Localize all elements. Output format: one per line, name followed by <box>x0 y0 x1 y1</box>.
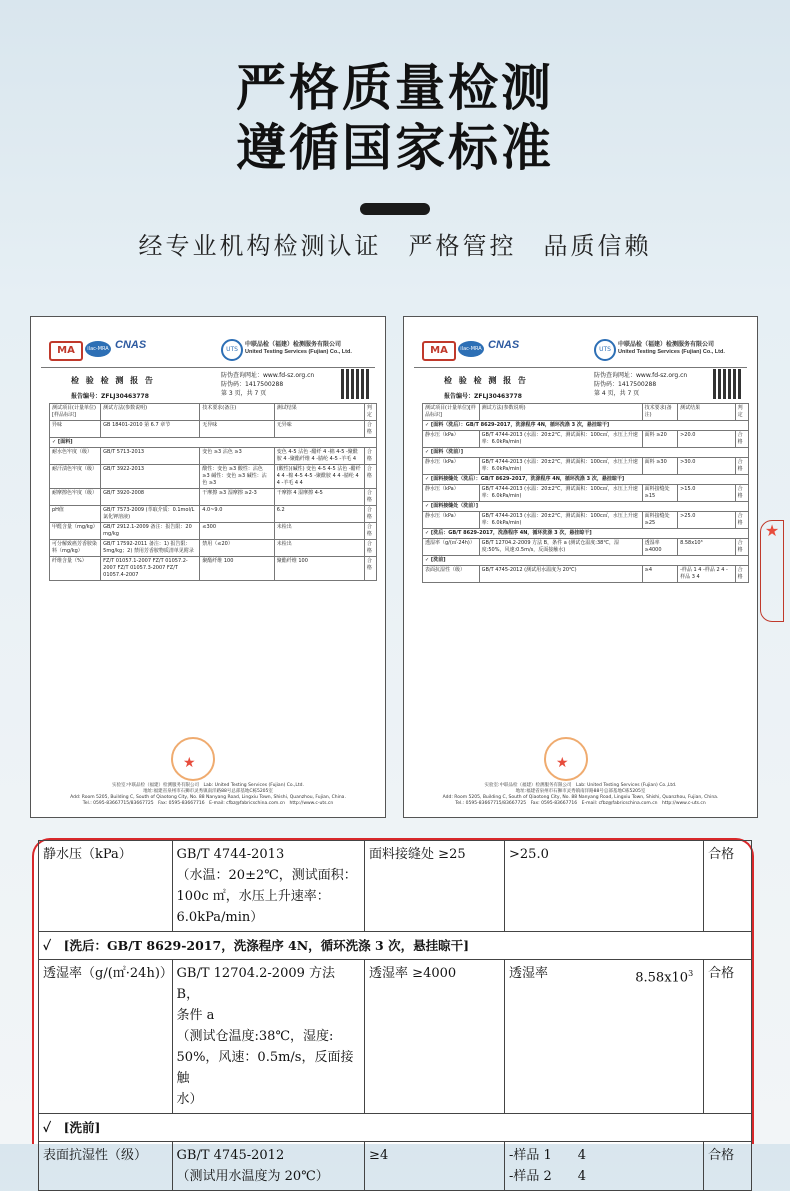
table-cell: >15.0 <box>678 485 735 502</box>
table-cell: 纤维含量（%） <box>50 557 101 581</box>
table-cell: 变色 ≥3 沾色 ≥3 <box>200 448 274 465</box>
table-row <box>423 539 749 556</box>
table-cell: 合格 <box>735 431 748 448</box>
table-cell: 合格 <box>364 448 376 465</box>
uts-logo: UTS <box>221 339 243 361</box>
report-header <box>414 327 747 368</box>
ma-logo: MA <box>49 341 83 361</box>
org-name-cn: 中联品检（福建）检测服务有限公司 <box>245 341 342 348</box>
table-cell: 合格 <box>364 506 376 523</box>
table-cell: 可分解致癌芳香胺染料（mg/kg） <box>50 540 101 557</box>
table-header-row <box>423 404 749 421</box>
zoomed-detail <box>32 838 754 1184</box>
table-cell: 干摩擦 4 湿摩擦 4-5 <box>274 489 364 506</box>
footer-line: 实验室:中联品检（福建）检测服务有限公司 Lab: United Testing Services (Fujian) Co.,Ltd. <box>112 783 304 788</box>
table-cell: 干摩擦 ≥3 湿摩擦 ≥2-3 <box>200 489 274 506</box>
table-cell: >30.0 <box>678 458 735 475</box>
table-cell: 8.58x10³ <box>678 539 735 556</box>
table-cell: GB/T 12704.2-2009 方法 B，条件 a (测试仓温度:38℃，湿度:50%，风速:0.5m/s，反面接触水) <box>479 539 642 556</box>
uts-logo: UTS <box>594 339 616 361</box>
footer-line: 地址:福建省泉州市石狮市灵秀镇南洋路88号总部基地C栋5205室 <box>515 789 646 794</box>
anti-fake-code: 防伪码：1417500288 <box>594 381 657 388</box>
hero-title-line1: 严格质量检测 <box>236 59 554 117</box>
column-header: 判定 <box>735 404 748 421</box>
table-cell: GB/T 17592-2011 备注：1) 报告限：5mg/kg；2) 禁用芳香胺物质清单见附录 <box>101 540 200 557</box>
column-header: 测试结果 <box>274 404 364 421</box>
table-cell: 面料接缝处 ≥15 <box>642 485 677 502</box>
table-row <box>50 465 377 489</box>
table-row <box>50 523 377 540</box>
sample-result: -样品 2 4 <box>509 1169 587 1184</box>
table-cell: 酸性：变色 ≥3 酸性：沾色 ≥3 碱性：变色 ≥3 碱性：沾色 ≥3 <box>200 465 274 489</box>
footer-line: Tel.: 0595-83667715/83667725 Fax: 0595-83667716 E-mail: cfbz@fabricschina.com.cn http://www.c-uts.cn <box>455 801 706 806</box>
table-cell: GB/T 4744-2013 (水温：20±2℃，测试面积：100c㎡，水压上升速率：6.0kPa/min) <box>479 431 642 448</box>
table-cell: GB/T 4744-2013 (水温：20±2℃，测试面积：100c㎡，水压上升速率：6.0kPa/min) <box>479 485 642 502</box>
method-note: 条件 a <box>176 1008 215 1023</box>
method-note: 水） <box>176 1092 203 1107</box>
column-header: 测试项目(计量单位)[样品标识] <box>50 404 101 421</box>
table-row <box>423 485 749 502</box>
table-cell: -样品 1 4 -样品 2 4 -样品 3 4 <box>678 566 735 583</box>
method-text: GB/T 12704.2-2009 方法 B， <box>176 966 336 1002</box>
column-header: 技术要求(备注) <box>200 404 274 421</box>
table-cell: 合格 <box>364 540 376 557</box>
report-info <box>221 371 314 398</box>
requirement-cell: 透湿率 ≥4000 <box>365 960 505 1114</box>
section-row <box>39 932 752 960</box>
table-row <box>50 506 377 523</box>
method-note: 50%，风速：0.5m/s，反面接触 <box>176 1050 354 1086</box>
verdict-cell: 合格 <box>704 960 752 1114</box>
section-header: ✓ [面料接缝处（洗前）] <box>423 502 749 512</box>
qr-code-icon <box>341 369 371 399</box>
test-report-left <box>30 316 386 818</box>
page-number: 第 3 页，共 7 页 <box>221 390 267 397</box>
table-cell: 合格 <box>364 557 376 581</box>
verdict-cell: 合格 <box>704 841 752 932</box>
table-row <box>423 475 749 485</box>
column-header: 测试结果 <box>678 404 735 421</box>
table-cell: 静水压（kPa） <box>423 485 480 502</box>
table-cell: 合格 <box>735 485 748 502</box>
section-header: ✓ [洗后：GB/T 8629-2017，洗涤程序 4N，循环洗涤 3 次，悬挂晾干] <box>423 529 749 539</box>
section-header: ✓ [洗后：GB/T 8629-2017，洗涤程序 4N，循环洗涤 3 次，悬挂晾干] <box>39 932 752 960</box>
table-cell: 4.0~9.0 <box>200 506 274 523</box>
table-row <box>423 448 749 458</box>
table-cell: GB/T 4744-2013 (水温：20±2℃，测试面积：100c㎡，水压上升速率：6.0kPa/min) <box>479 458 642 475</box>
table-cell: 无异味 <box>274 421 364 438</box>
table-cell: 透湿率 ≥4000 <box>642 539 677 556</box>
footer-line: 实验室:中联品检（福建）检测服务有限公司 Lab: United Testing Services (Fujian) Co.,Ltd. <box>484 783 677 788</box>
method-note: （测试用水温度为 20℃） <box>176 1169 329 1184</box>
table-row <box>39 1142 752 1191</box>
table-row <box>39 960 752 1114</box>
method-cell <box>172 1142 365 1191</box>
table-cell: ≤300 <box>200 523 274 540</box>
qr-code-icon <box>713 369 743 399</box>
star-icon: ★ <box>764 521 780 540</box>
table-cell: 面料 ≥20 <box>642 431 677 448</box>
report-footer <box>31 783 385 807</box>
table-cell: 合格 <box>735 539 748 556</box>
table-row <box>423 529 749 539</box>
report-title: 检 验 检 测 报 告 <box>71 376 155 385</box>
table-cell: 禁用（≤20） <box>200 540 274 557</box>
table-cell: FZ/T 01057.1-2007 FZ/T 01057.2-2007 FZ/T 01057.3-2007 FZ/T 01057.4-2007 <box>101 557 200 581</box>
column-header: 测试方法(参数说明) <box>101 404 200 421</box>
report-footer <box>404 783 757 807</box>
hero-title-line2: 遵循国家标准 <box>236 119 554 177</box>
table-cell: 未检出 <box>274 523 364 540</box>
method-note: 6.0kPa/min） <box>176 910 264 925</box>
table-cell: GB/T 5713-2013 <box>101 448 200 465</box>
next-page-peek <box>760 520 784 622</box>
section-header: ✓ [面料（洗前）] <box>423 448 749 458</box>
table-cell: ≥4 <box>642 566 677 583</box>
table-cell: 合格 <box>735 458 748 475</box>
zoomed-results-table <box>38 840 752 1191</box>
table-row <box>423 556 749 566</box>
item-cell: 表面抗湿性（级） <box>39 1142 173 1191</box>
org-name-en: United Testing Services (Fujian) Co., Ltd. <box>245 349 352 355</box>
table-cell: 静水压（kPa） <box>423 512 480 529</box>
table-cell: (酸性)(碱性) 变色 4-5 4-5 沾色 -醋纤 4 4 -棉 4-5 4-5 -聚酰胺 4 4 -腈纶 4 4 -羊毛 4 4 <box>274 465 364 489</box>
result-value <box>635 963 699 988</box>
query-site: 防伪查询网址：www.fd-sz.org.cn <box>221 372 315 379</box>
table-cell: 6.2 <box>274 506 364 523</box>
report-title: 检 验 检 测 报 告 <box>444 376 528 385</box>
sample-result: -样品 1 4 <box>509 1148 587 1163</box>
hero-subtitle: 经专业机构检测认证 严格管控 品质信赖 <box>138 232 652 260</box>
section-header: ✓ [面料接缝处（洗后）：GB/T 8629-2017，洗涤程序 4N，循环洗涤 3 次，悬挂晾干] <box>423 475 749 485</box>
table-cell: >20.0 <box>678 431 735 448</box>
section-header: ✓ [面料（洗后）：GB/T 8629-2017，洗涤程序 4N，循环洗涤 3 次，悬挂晾干] <box>423 421 749 431</box>
table-row <box>50 540 377 557</box>
column-header: 测试方法(参数说明) <box>479 404 642 421</box>
org-name-cn: 中联品检（福建）检测服务有限公司 <box>618 341 715 348</box>
table-row <box>423 421 749 431</box>
table-cell: 聚酯纤维 100 <box>200 557 274 581</box>
requirement-cell: 面料接缝处 ≥25 <box>365 841 505 932</box>
table-row <box>50 438 377 448</box>
item-cell: 静水压（kPa） <box>39 841 173 932</box>
footer-line: Add: Room 5205, Building C, South of Qiaotong City, No. 88 Nanyang Road, Lingxiu Town, Shishi, Quanzhou, Fujian, China. <box>70 795 346 800</box>
table-row <box>50 489 377 506</box>
column-header: 技术要求(备注) <box>642 404 677 421</box>
section-header: ✓ [面料] <box>50 438 377 448</box>
table-cell: 变色 4-5 沾色 -醋纤 4 -棉 4-5 -聚酰胺 4 -聚酯纤维 4 -腈纶 4-5 -羊毛 4 <box>274 448 364 465</box>
table-cell: GB/T 7573-2009 (萃取介质：0.1mol/L 氯化钾溶液) <box>101 506 200 523</box>
results-table-right <box>422 403 749 583</box>
table-cell: 耐汗渍色牢度（级） <box>50 465 101 489</box>
footer-line: Tel.: 0595-83667715/83667725 Fax: 0595-83667716 E-mail: cfbz@fabricschina.com.cn http://www.c-uts.cn <box>82 801 334 806</box>
result-exponent: 3 <box>688 969 694 978</box>
page-number: 第 4 页，共 7 页 <box>594 390 640 397</box>
method-note: 100c ㎡，水压上升速率： <box>176 889 330 904</box>
table-row <box>423 512 749 529</box>
table-cell: 合格 <box>364 523 376 540</box>
result-cell <box>505 960 704 1114</box>
column-header: 判定 <box>364 404 376 421</box>
column-header: 测试项目(计量单位)[样品标识] <box>423 404 480 421</box>
table-cell: 异味 <box>50 421 101 438</box>
section-header: ✓ [洗前] <box>39 1114 752 1142</box>
table-cell: GB/T 3920-2008 <box>101 489 200 506</box>
requirement-cell: ≥4 <box>365 1142 505 1191</box>
table-cell: 静水压（kPa） <box>423 458 480 475</box>
table-row <box>50 557 377 581</box>
table-cell: 耐摩擦色牢度（级） <box>50 489 101 506</box>
anti-fake-code: 防伪码：1417500288 <box>221 381 284 388</box>
table-cell: 无异味 <box>200 421 274 438</box>
table-cell: 透湿率（g/(㎡·24h)） <box>423 539 480 556</box>
table-row <box>423 566 749 583</box>
table-row <box>423 502 749 512</box>
table-cell: GB/T 2912.1-2009 备注：报告限：20 mg/kg <box>101 523 200 540</box>
result-cell: >25.0 <box>505 841 704 932</box>
report-info <box>594 371 687 398</box>
method-note: （水温：20±2℃，测试面积： <box>176 868 357 883</box>
section-row <box>39 1114 752 1142</box>
table-cell: 合格 <box>364 489 376 506</box>
table-cell: 聚酯纤维 100 <box>274 557 364 581</box>
verdict-cell: 合格 <box>704 1142 752 1191</box>
footer-line: 地址:福建省泉州市石狮市灵秀镇南洋路88号总部基地C栋5205室 <box>143 789 273 794</box>
ilac-logo: ilac-MRA <box>458 341 484 357</box>
table-cell: pH值 <box>50 506 101 523</box>
table-cell: 甲醛含量（mg/kg） <box>50 523 101 540</box>
report-number: 报告编号：ZFLJ30463778 <box>444 393 522 400</box>
table-cell: 面料 ≥30 <box>642 458 677 475</box>
table-cell: 表面抗湿性（级） <box>423 566 480 583</box>
table-cell: >25.0 <box>678 512 735 529</box>
result-cell <box>505 1142 704 1191</box>
method-cell <box>172 841 365 932</box>
table-header-row <box>50 404 377 421</box>
query-site: 防伪查询网址：www.fd-sz.org.cn <box>594 372 688 379</box>
star-icon: ★ <box>556 755 569 771</box>
test-report-right <box>403 316 758 818</box>
table-row <box>50 421 377 438</box>
ilac-logo: ilac-MRA <box>85 341 111 357</box>
table-cell: GB 18401-2010 第 6.7 章节 <box>101 421 200 438</box>
table-cell: GB/T 3922-2013 <box>101 465 200 489</box>
table-cell: 合格 <box>364 465 376 489</box>
report-header <box>41 327 375 368</box>
report-number: 报告编号：ZFLJ30463778 <box>71 393 149 400</box>
table-cell: 合格 <box>364 421 376 438</box>
table-cell: 静水压（kPa） <box>423 431 480 448</box>
cnas-logo: CNAS <box>115 339 147 351</box>
table-row <box>423 458 749 475</box>
cnas-logo: CNAS <box>488 339 520 351</box>
table-cell: GB/T 4745-2012 (测试用水温度为 20℃) <box>479 566 642 583</box>
table-cell: GB/T 4744-2013 (水温：20±2℃，测试面积：100c㎡，水压上升速率：6.0kPa/min) <box>479 512 642 529</box>
method-note: （测试仓温度:38℃，湿度: <box>176 1029 334 1044</box>
star-icon: ★ <box>183 755 196 771</box>
table-cell: 合格 <box>735 566 748 583</box>
table-cell: 合格 <box>735 512 748 529</box>
result-mantissa: 8.58x10 <box>635 970 689 986</box>
table-row <box>423 431 749 448</box>
method-text: GB/T 4744-2013 <box>176 847 285 862</box>
org-name-en: United Testing Services (Fujian) Co., Ltd. <box>618 349 725 355</box>
item-cell: 透湿率（g/(㎡·24h)） <box>39 960 173 1114</box>
table-row <box>39 841 752 932</box>
section-header: ✓ [洗前] <box>423 556 749 566</box>
table-row <box>50 448 377 465</box>
result-label: 透湿率 <box>509 966 549 981</box>
table-cell: 耐水色牢度（级） <box>50 448 101 465</box>
divider-pill <box>360 203 430 215</box>
method-text: GB/T 4745-2012 <box>176 1148 285 1163</box>
table-cell: 未检出 <box>274 540 364 557</box>
table-cell: 面料接缝处 ≥25 <box>642 512 677 529</box>
results-table-left <box>49 403 377 581</box>
method-cell <box>172 960 365 1114</box>
footer-line: Add: Room 5205, Building C, South of Qiaotong City, No. 88 Nanyang Road, Lingxiu Town, Shishi, Quanzhou, Fujian, China. <box>442 795 719 800</box>
ma-logo: MA <box>422 341 456 361</box>
